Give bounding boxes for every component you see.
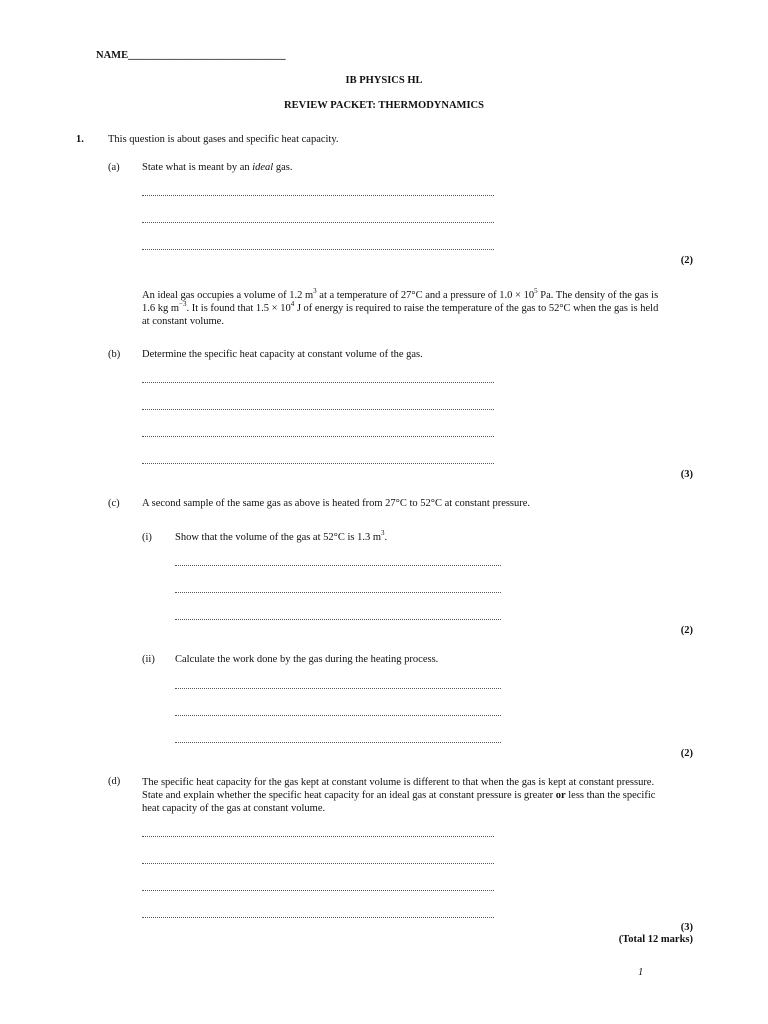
answer-line (175, 592, 501, 593)
answer-line (142, 890, 494, 891)
packet-title: REVIEW PACKET: THERMODYNAMICS (284, 100, 484, 111)
answer-line (175, 742, 501, 743)
question-number: 1. (76, 134, 84, 145)
part-d-label: (d) (108, 776, 121, 787)
part-a-label: (a) (108, 162, 120, 173)
answer-line (175, 715, 501, 716)
page-number: 1 (638, 967, 644, 978)
answer-line (142, 249, 494, 250)
name-field (96, 50, 286, 61)
part-c-label: (c) (108, 498, 120, 509)
part-a-text: State what is meant by an ideal gas. (142, 162, 293, 173)
total-marks: (Total 12 marks) (618, 934, 693, 945)
answer-line (142, 917, 494, 918)
answer-line (142, 436, 494, 437)
question-intro: This question is about gases and specific heat capacity. (108, 134, 339, 145)
part-c-text: A second sample of the same gas as above is heated from 27°C to 52°C at constant pressure. (142, 498, 531, 509)
context-paragraph: An ideal gas occupies a volume of 1.2 $m^3$ at a temperature of 27°C and a pressure of $1.0 \times 10^5$ Pa. The density of the gas is 1.6 kg $m^{-3}$. It is found that $1.5 \times 10^4$ J of energy is required to raise the temperature of the gas to 52°C when the gas is held at constant volume. (142, 287, 659, 327)
part-d-marks: (3) (680, 922, 693, 933)
name-label: NAME (96, 50, 129, 61)
answer-line (142, 222, 494, 223)
part-b-marks: (3) (680, 469, 693, 480)
part-c-ii-text: Calculate the work done by the gas during the heating process. (175, 654, 439, 665)
answer-line (142, 195, 494, 196)
course-title: IB PHYSICS HL (345, 75, 423, 86)
part-c-ii-label: (ii) (142, 654, 155, 665)
part-c-i-marks: (2) (680, 625, 693, 636)
part-c-ii-marks: (2) (680, 748, 693, 759)
answer-line (142, 836, 494, 837)
part-d-text: The specific heat capacity for the gas kept at constant volume is different to that when the gas is kept at constant pressure. State and explain whether the specific heat capacity for an ideal gas at constant pressure is greater or less than the specific heat capacity of the gas at constant volume. (142, 777, 656, 814)
part-c-i-label: (i) (142, 532, 152, 543)
answer-line (142, 863, 494, 864)
part-b-text: Determine the specific heat capacity at constant volume of the gas. (142, 349, 423, 360)
part-c-i-text: Show that the volume of the gas at 52°C is 1.3 $m^3$. (175, 529, 388, 543)
answer-line (175, 619, 501, 620)
answer-line (142, 409, 494, 410)
answer-line (175, 565, 501, 566)
name-blank: ______________________________ (128, 50, 286, 61)
answer-line (142, 463, 494, 464)
part-b-label: (b) (108, 349, 121, 360)
part-a-marks: (2) (680, 255, 693, 266)
answer-line (175, 688, 501, 689)
answer-line (142, 382, 494, 383)
